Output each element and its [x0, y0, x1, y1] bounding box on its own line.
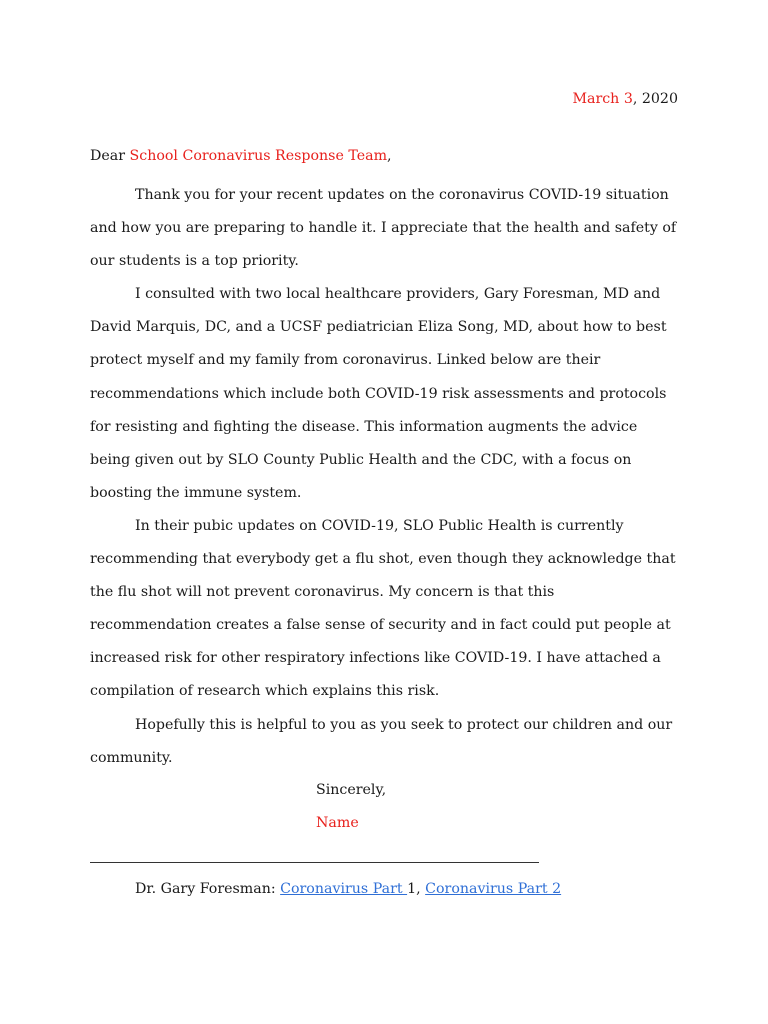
paragraph-text: I consulted with two local healthcare providers, Gary Foresman, MD and David Marquis, DC, and a UCSF pediatrician Eliza Song, MD, about how to best protect myself and my family from coronavirus. Linked below are their recommendations which include both COVID-19 risk assessments and protocols for resisting and fighting the disease. This information augments the advice being given out by SLO County Public Health and the CDC, with a focus on boosting the immune system.: [90, 286, 667, 501]
paragraph: [90, 510, 680, 709]
salutation-suffix: ,: [387, 148, 392, 164]
salutation-recipient: School Coronavirus Response Team: [129, 148, 388, 164]
paragraph: [90, 179, 680, 278]
salutation-prefix: Dear: [90, 148, 130, 164]
date-month-day: March 3: [572, 91, 633, 107]
link1-tail: 1: [407, 881, 417, 897]
paragraph-text: In their pubic updates on COVID-19, SLO Public Health is currently recommending that everybody get a flu shot, even though they acknowledge that the flu shot will not prevent coronavirus. My concern is that this recommendation creates a false sense of security and in fact could put people at increased risk for other respiratory infections like COVID-19. I have attached a compilation of research which explains this risk.: [90, 517, 676, 700]
paragraph-text: Thank you for your recent updates on the coronavirus COVID-19 situation and how you are preparing to handle it. I appreciate that the health and safety of our students is a top priority.: [90, 187, 677, 270]
coronavirus-part-2-link[interactable]: Coronavirus Part 2: [425, 881, 562, 897]
references-label: Dr. Gary Foresman:: [135, 881, 281, 897]
references-separator: ,: [416, 881, 426, 897]
date-year: , 2020: [632, 91, 678, 107]
paragraph: [90, 278, 680, 510]
closing-sincerely: Sincerely,: [316, 782, 387, 798]
letter-date: [572, 91, 678, 107]
references-line: [135, 881, 561, 897]
salutation: [90, 148, 392, 164]
closing-name: Name: [316, 815, 359, 831]
paragraph-text: Hopefully this is helpful to you as you seek to protect our children and our community.: [90, 716, 673, 766]
divider-line: [90, 862, 539, 863]
letter-body: [90, 179, 680, 775]
coronavirus-part-1-link[interactable]: Coronavirus Part: [280, 881, 408, 897]
paragraph: [90, 709, 680, 775]
